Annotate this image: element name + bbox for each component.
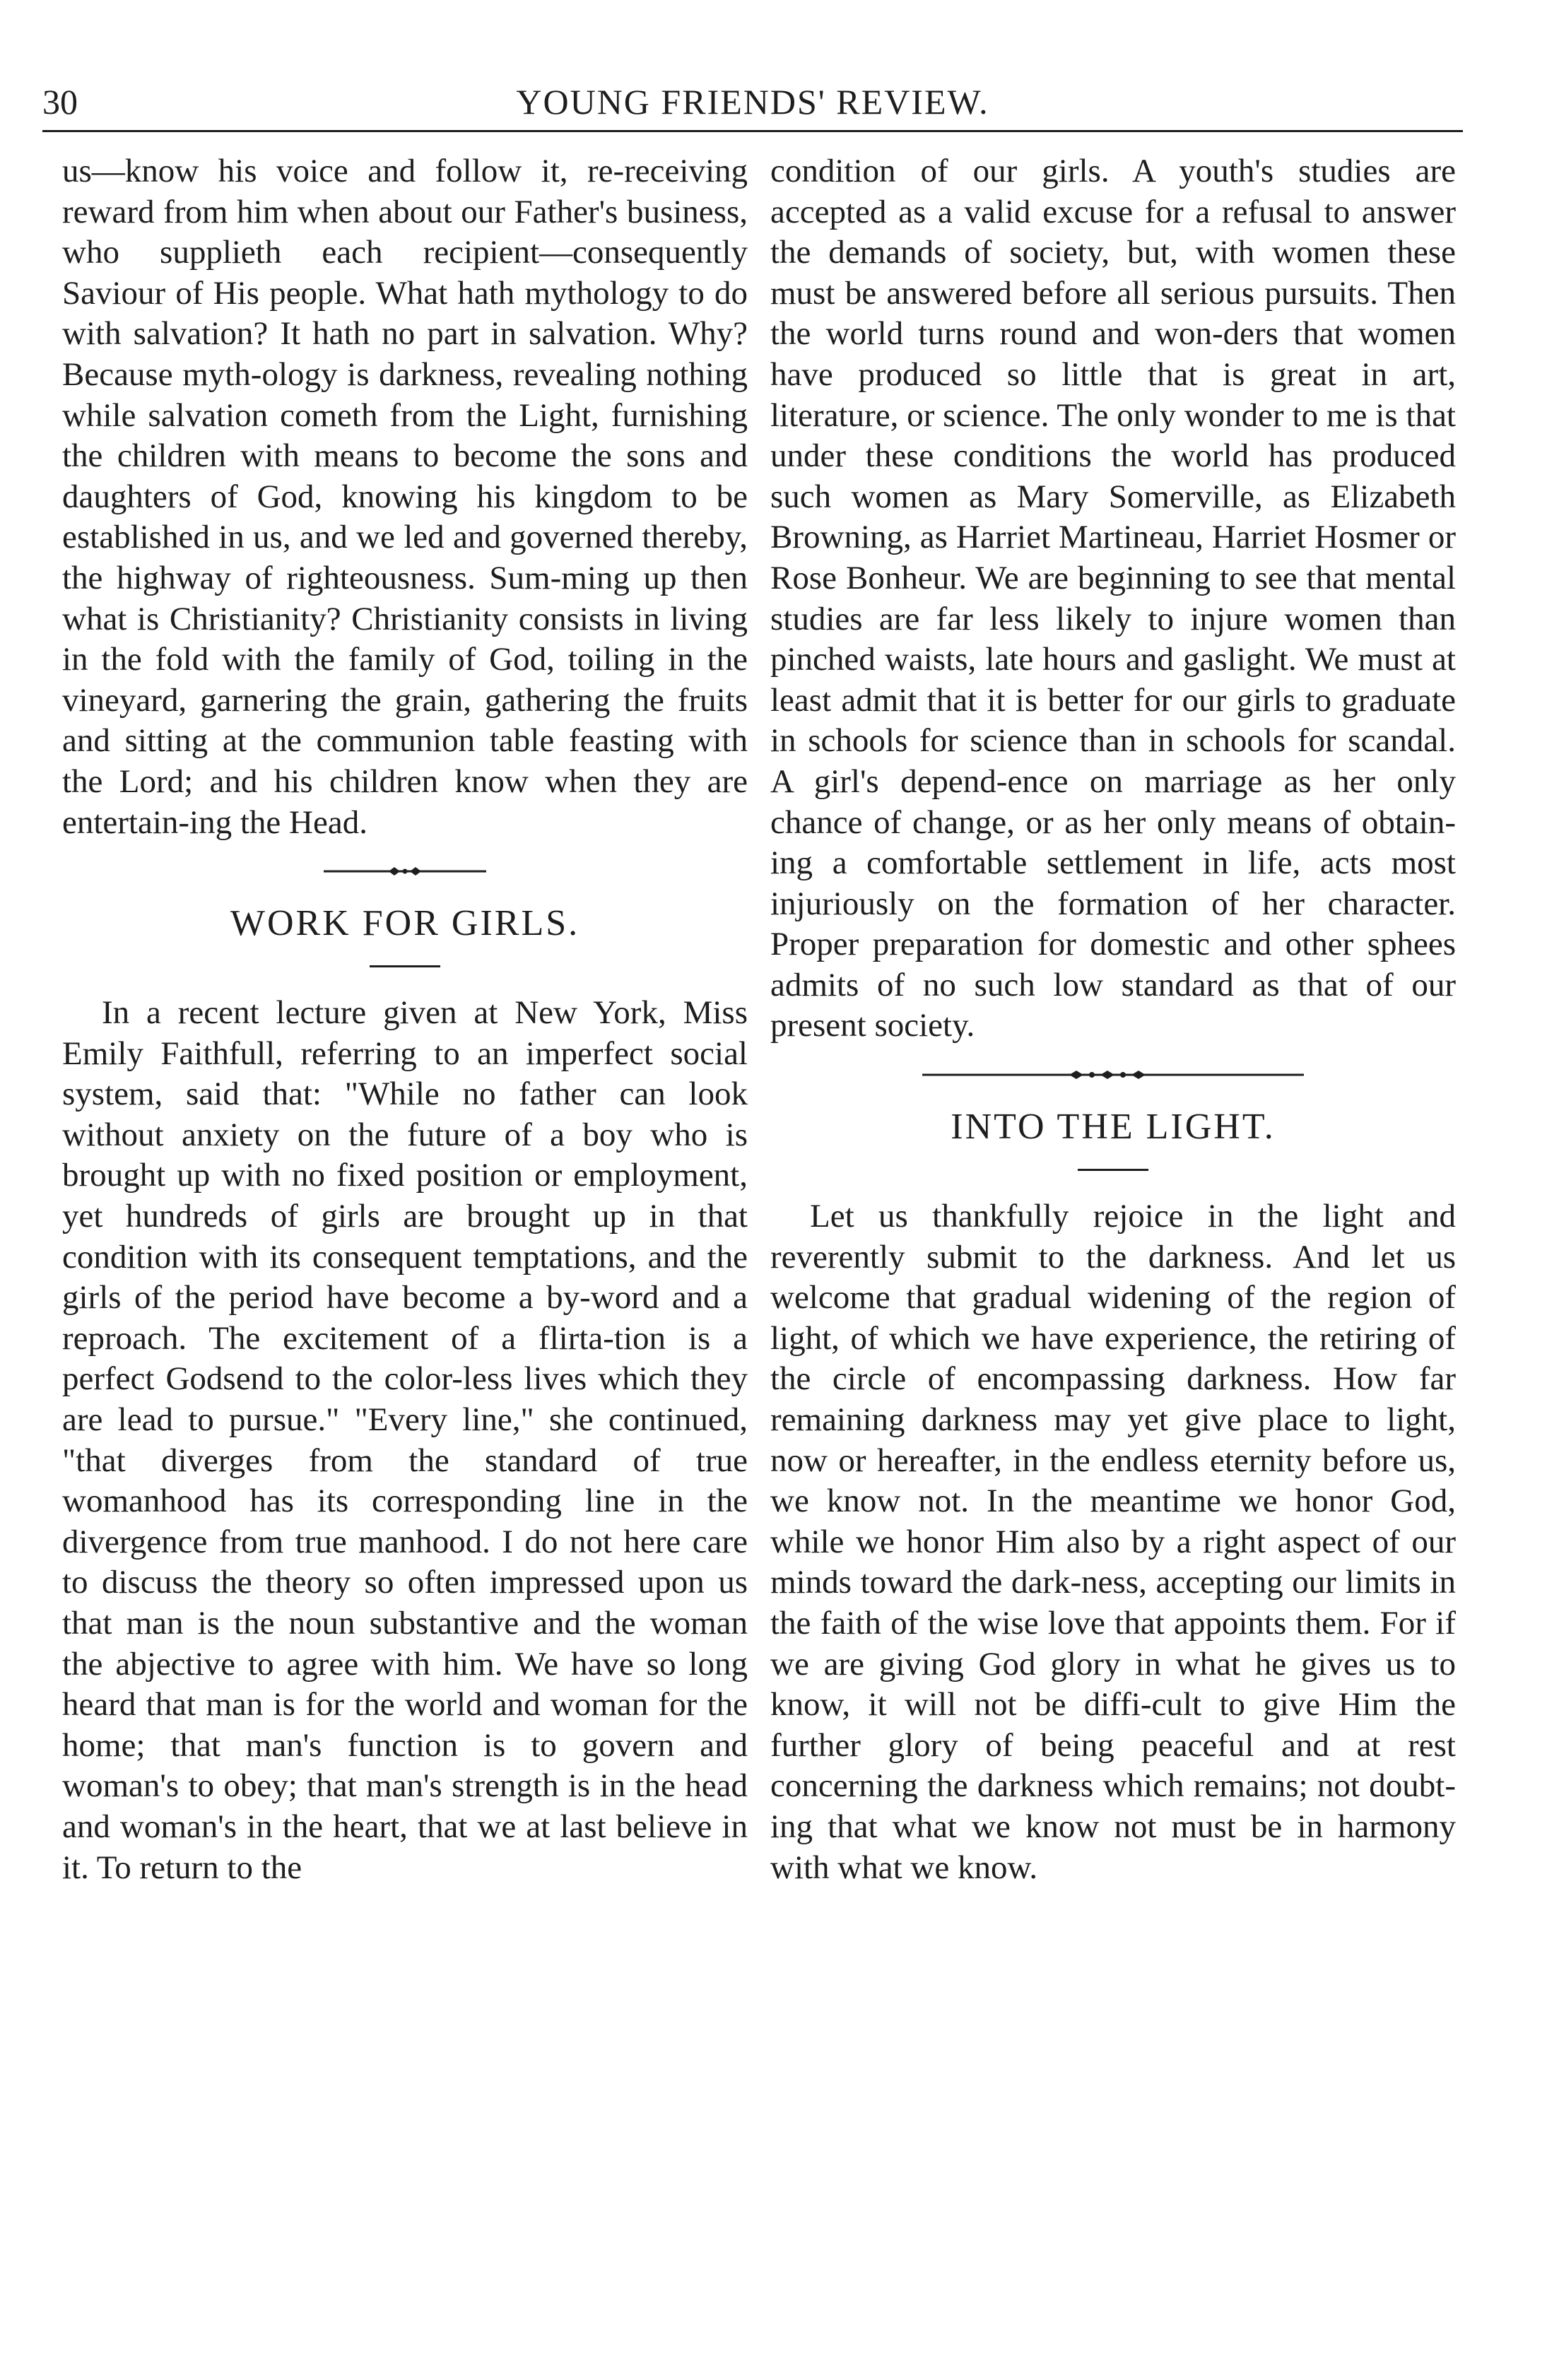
heading-rule [770, 1155, 1456, 1184]
left-column [62, 151, 748, 1888]
page-header [42, 79, 1463, 124]
right-column [770, 151, 1456, 1888]
ornament-rule-icon [922, 1068, 1304, 1082]
journal-title: YOUNG FRIENDS' REVIEW. [516, 82, 989, 122]
article-heading-work-for-girls: WORK FOR GIRLS. [230, 903, 580, 944]
ornament-rule-icon [324, 864, 486, 878]
article-heading-into-the-light: INTO THE LIGHT. [951, 1107, 1276, 1148]
heading-rule [62, 952, 748, 980]
page-number: 30 [42, 82, 78, 122]
article-body-into-the-light: Let us thankfully rejoice in the light and reverently submit to the darkness. And let us welcome that gradual widening of the region of light, of which we have experience, the retiring of the circle of encompassing darkness. How far remaining darkness may yet give place to light, now or hereafter, in the endless eternity before us, we know not. In the meantime we honor God, while we honor Him also by a right aspect of our minds toward the dark-ness, accepting our limits in the faith of the wise love that appoints them. For if we are giving God glory in what he gives us to know, it will not be diffi-cult to give Him the further glory of being peaceful and at rest concerning the darkness which remains; not doubt-ing that what we know not must be in harmony with what we know. [770, 1198, 1456, 1886]
article-body-work-for-girls: In a recent lecture given at New York, Miss Emily Faithfull, referring to an imperfect social system, said that: "While no father can look without anxiety on the future of a boy who is brought up with no fixed position or employment, yet hundreds of girls are brought up in that condition with its consequent temptations, and the girls of the period have become a by-word and a reproach. The excitement of a flirta-tion is a perfect Godsend to the color-less lives which they are lead to pursue." "Every line," she continued, "that diverges from the standard of true womanhood has its corresponding line in the divergence from true manhood. I do not here care to discuss the theory so often impressed upon us that man is the noun substantive and the woman the abjective to agree with him. We have so long heard that man is for the world and woman for the home; that man's function is to govern and woman's to obey; that man's strength is in the head and woman's in the heart, that we at last believe in it. To return to the [62, 994, 748, 1886]
continued-paragraph: condition of our girls. A youth's studies are accepted as a valid excuse for a refusal to answer the demands of society, but, with women these must be answered before all serious pursuits. Then the world turns round and won-ders that women have produced so little that is great in art, literature, or science. The only wonder to me is that under these conditions the world has produced such women as Mary Somerville, as Elizabeth Browning, as Harriet Martineau, Harriet Hosmer or Rose Bonheur. We are beginning to see that mental studies are far less likely to injure women than pinched waists, late hours and gaslight. We must at least admit that it is better for our girls to graduate in schools for science than in schools for scandal. A girl's depend-ence on marriage as her only chance of change, or as her only means of obtain-ing a comfortable settlement in life, acts most injuriously on the formation of her character. Proper preparation for domestic and other sphees admits of no such low standard as that of our present society. [770, 153, 1456, 1044]
section-ornament [62, 854, 748, 888]
header-rule [42, 130, 1463, 132]
continued-paragraph: us—know his voice and follow it, re-receiving reward from him when about our Father's business, who supplieth each recipient—consequently Saviour of His people. What hath mythology to do with salvation? It hath no part in salvation. Why? Because myth-ology is darkness, revealing nothing while salvation cometh from the Light, furnishing the children with means to become the sons and daughters of God, knowing his kingdom to be established in us, and we led and governed thereby, the highway of righteousness. Sum-ming up then what is Christianity? Christianity consists in living in the fold with the family of God, toiling in the vineyard, garnering the grain, gathering the fruits and sitting at the communion table feasting with the Lord; and his children know when they are entertain-ing the Head. [62, 153, 748, 841]
section-ornament [770, 1058, 1456, 1092]
